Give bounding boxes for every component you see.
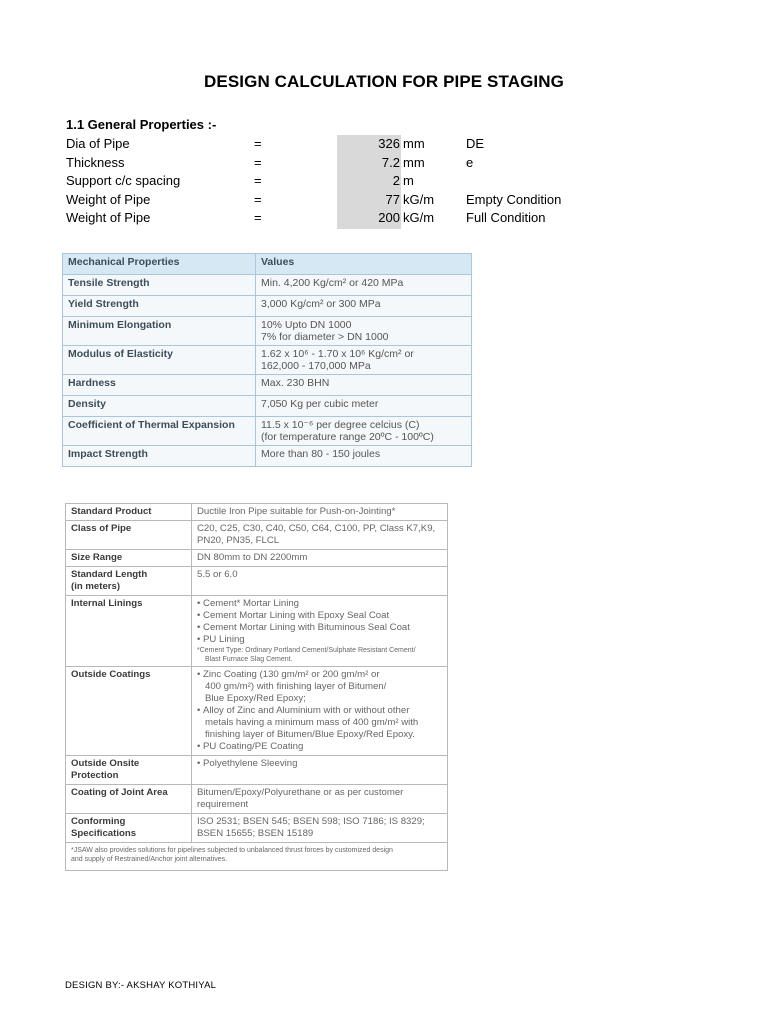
table-row: [66, 785, 448, 814]
value-cell: [256, 317, 472, 346]
row-value: [192, 756, 448, 785]
bullet-item: • Alloy of Zinc and Aluminium with or without other: [197, 705, 442, 717]
row-value: [192, 521, 448, 550]
property-value: 326: [378, 136, 400, 151]
property-value: 200: [378, 210, 400, 225]
footnote-line: Blast Furnace Slag Cement.: [205, 656, 293, 663]
row-label: [66, 521, 192, 550]
table-row: [66, 504, 448, 521]
table-row: [63, 375, 472, 396]
designer-credit: DESIGN BY:- AKSHAY KOTHIYAL: [65, 980, 217, 991]
row-value: [192, 550, 448, 567]
value-line: C20, C25, C30, C40, C50, C64, C100, PP, Class K7,K9,: [197, 523, 436, 534]
row-value: [192, 504, 448, 521]
table-row: [66, 550, 448, 567]
value-cell: [256, 396, 472, 417]
label-line: Coating of Joint Area: [71, 787, 168, 798]
row-label: [66, 756, 192, 785]
label-line: Size Range: [71, 552, 123, 563]
row-value: [192, 667, 448, 756]
bullet-item: • Zinc Coating (130 gm/m² or 200 gm/m² or: [197, 669, 442, 681]
equals-sign: =: [254, 173, 262, 188]
bullet-item: • Cement Mortar Lining with Epoxy Seal Coat: [197, 610, 442, 622]
row-value: [192, 785, 448, 814]
table-row: [66, 814, 448, 843]
property-unit: kG/m: [403, 210, 435, 225]
standard-product-table: [65, 503, 448, 871]
table-row: [63, 446, 472, 467]
row-value: [192, 814, 448, 843]
value-line: (for temperature range 20ºC - 100ºC): [261, 431, 434, 443]
property-unit: kG/m: [403, 191, 435, 207]
property-cell: Yield Strength: [63, 296, 256, 317]
table-row: [66, 567, 448, 596]
bullet-item: • PU Coating/PE Coating: [197, 741, 442, 753]
property-value: 7.2: [381, 154, 400, 170]
footnote-line: *JSAW also provides solutions for pipelines subjected to unbalanced thrust forces by customized design: [71, 847, 393, 854]
equals-sign: =: [254, 136, 262, 151]
property-cell: Impact Strength: [63, 446, 256, 467]
value-line: 5.5 or 6.0: [197, 569, 238, 580]
value-line: PN20, PN35, FLCL: [197, 535, 280, 546]
footnote-line: *Cement Type: Ordinary Portland Cement/Sulphate Resistant Cement/: [197, 647, 416, 654]
header-cell-values: Values: [256, 254, 472, 275]
property-unit: mm: [403, 154, 425, 170]
value-line: ISO 2531; BSEN 545; BSEN 598; ISO 7186; IS 8329;: [197, 816, 425, 827]
value-line: Ductile Iron Pipe suitable for Push-on-Jointing*: [197, 506, 396, 517]
property-note: Empty Condition: [466, 191, 562, 207]
value-line: More than 80 - 150 joules: [261, 448, 381, 460]
label-line: Protection: [71, 770, 119, 781]
property-row: [0, 154, 768, 173]
bullet-item: • Cement* Mortar Lining: [197, 598, 442, 610]
property-label: Dia of Pipe: [66, 136, 130, 151]
section-heading: 1.1 General Properties :-: [66, 117, 217, 132]
property-note: DE: [466, 136, 485, 151]
row-label: [66, 550, 192, 567]
value-cell: [256, 446, 472, 467]
row-label: [66, 814, 192, 843]
property-cell: Density: [63, 396, 256, 417]
row-label: [66, 567, 192, 596]
table-row: [63, 317, 472, 346]
property-unit: m: [403, 173, 414, 188]
value-line: 11.5 x 10⁻⁶ per degree celcius (C): [261, 419, 420, 431]
property-note: Full Condition: [466, 210, 546, 225]
footnote-line: and supply of Restrained/Anchor joint alternatives.: [71, 856, 228, 863]
property-cell: Hardness: [63, 375, 256, 396]
value-cell: [256, 417, 472, 446]
table-header-row: [63, 254, 472, 275]
value-line: Min. 4,200 Kg/cm² or 420 MPa: [261, 277, 404, 289]
value-line: 7% for diameter > DN 1000: [261, 331, 389, 343]
table-footnote: [66, 843, 448, 871]
value-line: 10% Upto DN 1000: [261, 319, 352, 331]
value-line: 7,050 Kg per cubic meter: [261, 398, 379, 410]
value-line: Bitumen/Epoxy/Polyurethane or as per customer: [197, 787, 404, 798]
mechanical-properties-table: [62, 253, 472, 467]
label-line: Internal Linings: [71, 598, 143, 609]
table-row: [63, 275, 472, 296]
property-cell: Modulus of Elasticity: [63, 346, 256, 375]
value-line: DN 80mm to DN 2200mm: [197, 552, 308, 563]
label-line: Outside Onsite: [71, 758, 140, 769]
table-row: [63, 346, 472, 375]
value-line: 3,000 Kg/cm² or 300 MPa: [261, 298, 381, 310]
property-row: [0, 172, 768, 191]
property-row: [0, 135, 768, 154]
bullet-item: • Polyethylene Sleeving: [197, 758, 442, 770]
property-cell: Tensile Strength: [63, 275, 256, 296]
row-label: [66, 504, 192, 521]
value-line: BSEN 15655; BSEN 15189: [197, 828, 314, 839]
table-note-row: [66, 843, 448, 871]
row-label: [66, 596, 192, 667]
property-label: Support c/c spacing: [66, 173, 181, 188]
table-row: [63, 396, 472, 417]
label-line: Conforming: [71, 816, 126, 827]
bullet-continuation: finishing layer of Bitumen/Blue Epoxy/Red Epoxy.: [205, 729, 415, 740]
value-cell: [256, 296, 472, 317]
value-cell: [256, 375, 472, 396]
property-note: e: [466, 154, 474, 170]
label-line: Standard Length: [71, 569, 148, 580]
label-line: Specifications: [71, 828, 137, 839]
value-cell: [256, 275, 472, 296]
row-value: [192, 567, 448, 596]
bullet-item: • Cement Mortar Lining with Bituminous Seal Coat: [197, 622, 442, 634]
property-row: [0, 191, 768, 210]
property-label: Thickness: [66, 154, 125, 170]
table-row: [66, 596, 448, 667]
value-line: 162,000 - 170,000 MPa: [261, 360, 371, 372]
label-line: Outside Coatings: [71, 669, 151, 680]
label-line: Standard Product: [71, 506, 152, 517]
row-label: [66, 667, 192, 756]
bullet-continuation: 400 gm/m²) with finishing layer of Bitumen/: [205, 681, 387, 692]
general-properties: [0, 135, 768, 228]
property-unit: mm: [403, 136, 425, 151]
value-line: requirement: [197, 799, 249, 810]
equals-sign: =: [254, 154, 262, 170]
bullet-continuation: metals having a minimum mass of 400 gm/m² with: [205, 717, 419, 728]
table-row: [63, 296, 472, 317]
table-row: [66, 756, 448, 785]
header-cell-property: Mechanical Properties: [63, 254, 256, 275]
page-title: DESIGN CALCULATION FOR PIPE STAGING: [204, 72, 564, 91]
label-line: (in meters): [71, 581, 121, 592]
value-line: Max. 230 BHN: [261, 377, 330, 389]
value-cell: [256, 346, 472, 375]
table-row: [66, 521, 448, 550]
equals-sign: =: [254, 191, 262, 207]
value-line: 1.62 x 10⁶ - 1.70 x 10⁶ Kg/cm² or: [261, 348, 414, 360]
equals-sign: =: [254, 210, 262, 225]
row-value: [192, 596, 448, 667]
property-cell: Coefficient of Thermal Expansion: [63, 417, 256, 446]
table-row: [63, 417, 472, 446]
label-line: Class of Pipe: [71, 523, 132, 534]
bullet-continuation: Blue Epoxy/Red Epoxy;: [205, 693, 306, 704]
property-label: Weight of Pipe: [66, 210, 151, 225]
table-row: [66, 667, 448, 756]
bullet-item: • PU Lining: [197, 634, 442, 646]
property-cell: Minimum Elongation: [63, 317, 256, 346]
property-label: Weight of Pipe: [66, 191, 151, 207]
property-value: 77: [385, 191, 400, 207]
property-row: [0, 209, 768, 228]
property-value: 2: [392, 173, 400, 188]
row-label: [66, 785, 192, 814]
